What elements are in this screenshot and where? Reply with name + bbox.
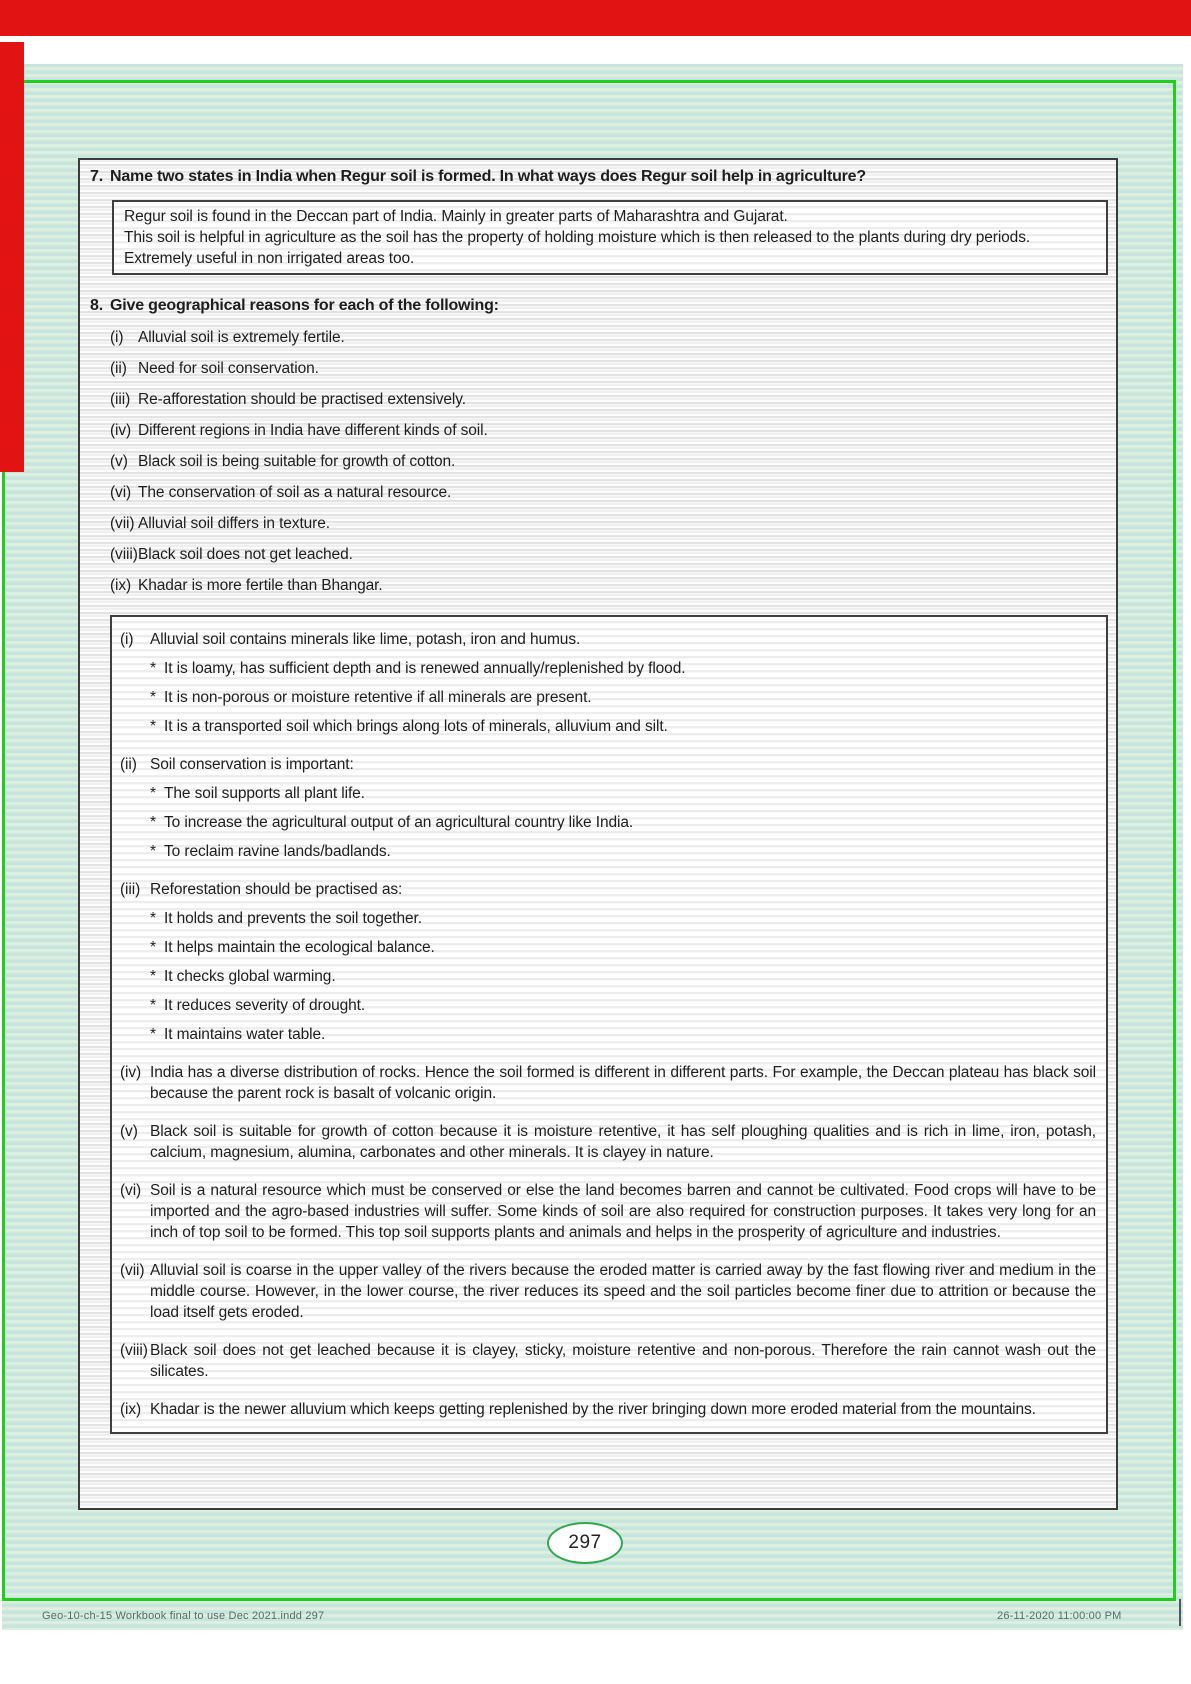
- q8-item-text: Black soil does not get leached.: [138, 546, 353, 563]
- bullet-text: It checks global warming.: [164, 968, 336, 985]
- bullet-text: It reduces severity of drought.: [164, 997, 366, 1014]
- q8-answer-text: Alluvial soil contains minerals like lime, potash, iron and humus.: [150, 631, 581, 648]
- asterisk-bullet: *: [150, 1026, 156, 1043]
- answer-7-line: This soil is helpful in agriculture as the soil has the property of holding moisture which is then released to the plants during dry periods. Extremely useful in non irrigated areas too.: [124, 229, 1031, 267]
- q8-item-label: (ix): [110, 577, 132, 594]
- question-7-number: 7.: [90, 168, 103, 185]
- q8-answer-text: Black soil is suitable for growth of cotton because it is moisture retentive, it has self ploughing qualities and is rich in lime, iron, potash, calcium, magnesium, alumina, carbonates and other minerals. It is clayey in nature.: [150, 1123, 1096, 1161]
- q8-answer-label: (iv): [120, 1064, 142, 1081]
- asterisk-bullet: *: [150, 689, 156, 706]
- asterisk-bullet: *: [150, 910, 156, 927]
- footer-timestamp: 26-11-2020 11:00:00 PM: [997, 1610, 1122, 1622]
- crop-mark: [1179, 1599, 1181, 1626]
- q8-answer: [120, 754, 1096, 862]
- bullet-text: It helps maintain the ecological balance.: [164, 939, 435, 956]
- q8-item-text: The conservation of soil as a natural resource.: [138, 484, 452, 501]
- q8-answer-text: Reforestation should be practised as:: [150, 881, 403, 898]
- bullet-text: The soil supports all plant life.: [164, 785, 365, 802]
- q8-answer: [120, 1062, 1096, 1104]
- asterisk-bullet: *: [150, 843, 156, 860]
- q8-item: [110, 421, 1116, 440]
- q8-item-text: Alluvial soil is extremely fertile.: [138, 329, 345, 346]
- asterisk-bullet: *: [150, 718, 156, 735]
- question-8: [90, 296, 1106, 316]
- q8-answer-label: (iii): [120, 881, 141, 898]
- q8-answer-text: Soil conservation is important:: [150, 756, 354, 773]
- q8-answer-text: Khadar is the newer alluvium which keeps getting replenished by the river bringing down more eroded material from the mountains.: [150, 1401, 1036, 1418]
- question-8-number: 8.: [90, 297, 103, 314]
- asterisk-bullet: *: [150, 939, 156, 956]
- worksheet-content-box: [78, 158, 1118, 1510]
- asterisk-bullet: *: [150, 997, 156, 1014]
- question-7: [90, 167, 1106, 187]
- q8-answer-label: (viii): [120, 1342, 148, 1359]
- q8-answer-bullet: [150, 995, 1096, 1016]
- red-top-bar: [0, 0, 1191, 36]
- q8-item: [110, 328, 1116, 347]
- q8-item-text: Different regions in India have different kinds of soil.: [138, 422, 488, 439]
- q8-answer: [120, 1121, 1096, 1163]
- asterisk-bullet: *: [150, 785, 156, 802]
- q8-item: [110, 514, 1116, 533]
- q8-answer-text: Alluvial soil is coarse in the upper valley of the rivers because the eroded matter is carried away by the fast flowing river and medium in the middle course. However, in the lower course, the river reduces its speed and the soil particles become finer due to attrition or because the load itself gets eroded.: [150, 1262, 1096, 1321]
- answer-8-box: [110, 615, 1108, 1434]
- q8-answer-bullet: [150, 783, 1096, 804]
- asterisk-bullet: *: [150, 814, 156, 831]
- q8-answer: [120, 1260, 1096, 1323]
- q8-answer-label: (ix): [120, 1401, 142, 1418]
- bullet-text: It is non-porous or moisture retentive if all minerals are present.: [164, 689, 592, 706]
- bullet-text: To increase the agricultural output of an agricultural country like India.: [164, 814, 634, 831]
- q8-item-label: (iii): [110, 391, 131, 408]
- bullet-text: To reclaim ravine lands/badlands.: [164, 843, 391, 860]
- asterisk-bullet: *: [150, 968, 156, 985]
- answer-7-box: [112, 200, 1108, 275]
- q8-item-label: (vii): [110, 515, 135, 532]
- q8-answer-label: (i): [120, 631, 134, 648]
- bullet-text: It is a transported soil which brings along lots of minerals, alluvium and silt.: [164, 718, 668, 735]
- q8-answer-label: (v): [120, 1123, 138, 1140]
- q8-item: [110, 576, 1116, 595]
- q8-answer-bullet: [150, 716, 1096, 737]
- q8-answer-text: India has a diverse distribution of rocks. Hence the soil formed is different in different parts. For example, the Deccan plateau has black soil because the parent rock is basalt of volcanic origin.: [150, 1064, 1096, 1102]
- question-8-text: Give geographical reasons for each of the following:: [110, 297, 499, 314]
- q8-answer-bullet: [150, 687, 1096, 708]
- q8-item-label: (iv): [110, 422, 132, 439]
- q8-answer: [120, 629, 1096, 737]
- q8-item-text: Khadar is more fertile than Bhangar.: [138, 577, 383, 594]
- q8-answer-bullet: [150, 908, 1096, 929]
- q8-answer-bullet: [150, 1024, 1096, 1045]
- q8-answer: [120, 1399, 1096, 1420]
- q8-item-label: (i): [110, 329, 124, 346]
- footer-filename: Geo-10-ch-15 Workbook final to use Dec 2021.indd 297: [42, 1610, 325, 1622]
- q8-answer-bullet: [150, 658, 1096, 679]
- q8-answer-label: (ii): [120, 756, 137, 773]
- question-7-text: Name two states in India when Regur soil is formed. In what ways does Regur soil help in agriculture?: [110, 168, 866, 185]
- q8-item-text: Need for soil conservation.: [138, 360, 319, 377]
- bullet-text: It is loamy, has sufficient depth and is renewed annually/replenished by flood.: [164, 660, 686, 677]
- q8-answer: [120, 879, 1096, 1045]
- q8-answer-text: Black soil does not get leached because it is clayey, sticky, moisture retentive and non-porous. Therefore the rain cannot wash out the silicates.: [150, 1342, 1096, 1380]
- q8-item: [110, 359, 1116, 378]
- answer-7-line: Regur soil is found in the Deccan part of India. Mainly in greater parts of Maharashtra and Gujarat.: [124, 208, 788, 225]
- q8-answer: [120, 1340, 1096, 1382]
- q8-item-label: (viii): [110, 546, 138, 563]
- page-number-badge: [547, 1522, 623, 1564]
- q8-answer-bullet: [150, 937, 1096, 958]
- q8-answer-label: (vii): [120, 1262, 145, 1279]
- q8-answer-bullet: [150, 966, 1096, 987]
- q8-answer-bullet: [150, 841, 1096, 862]
- question-8-item-list: [110, 328, 1116, 595]
- q8-item-label: (ii): [110, 360, 127, 377]
- q8-answer-bullet: [150, 812, 1096, 833]
- q8-item-text: Re-afforestation should be practised extensively.: [138, 391, 466, 408]
- q8-answer-text: Soil is a natural resource which must be conserved or else the land becomes barren and cannot be cultivated. Food crops will have to be imported and the agro-based industries will suffer. Some kinds of soil are also required for construction purposes. It takes very long for an inch of top soil to be formed. This top soil supports plants and animals and helps in the prosperity of agriculture and industries.: [150, 1182, 1096, 1241]
- q8-item: [110, 545, 1116, 564]
- q8-answer: [120, 1180, 1096, 1243]
- q8-item-label: (v): [110, 453, 128, 470]
- q8-item-text: Alluvial soil differs in texture.: [138, 515, 330, 532]
- asterisk-bullet: *: [150, 660, 156, 677]
- q8-answer-label: (vi): [120, 1182, 142, 1199]
- q8-item-label: (vi): [110, 484, 132, 501]
- page-number: 297: [568, 1532, 602, 1553]
- q8-item: [110, 390, 1116, 409]
- red-left-bar: [0, 42, 24, 472]
- q8-item: [110, 483, 1116, 502]
- bullet-text: It holds and prevents the soil together.: [164, 910, 422, 927]
- q8-item: [110, 452, 1116, 471]
- bullet-text: It maintains water table.: [164, 1026, 326, 1043]
- q8-item-text: Black soil is being suitable for growth of cotton.: [138, 453, 456, 470]
